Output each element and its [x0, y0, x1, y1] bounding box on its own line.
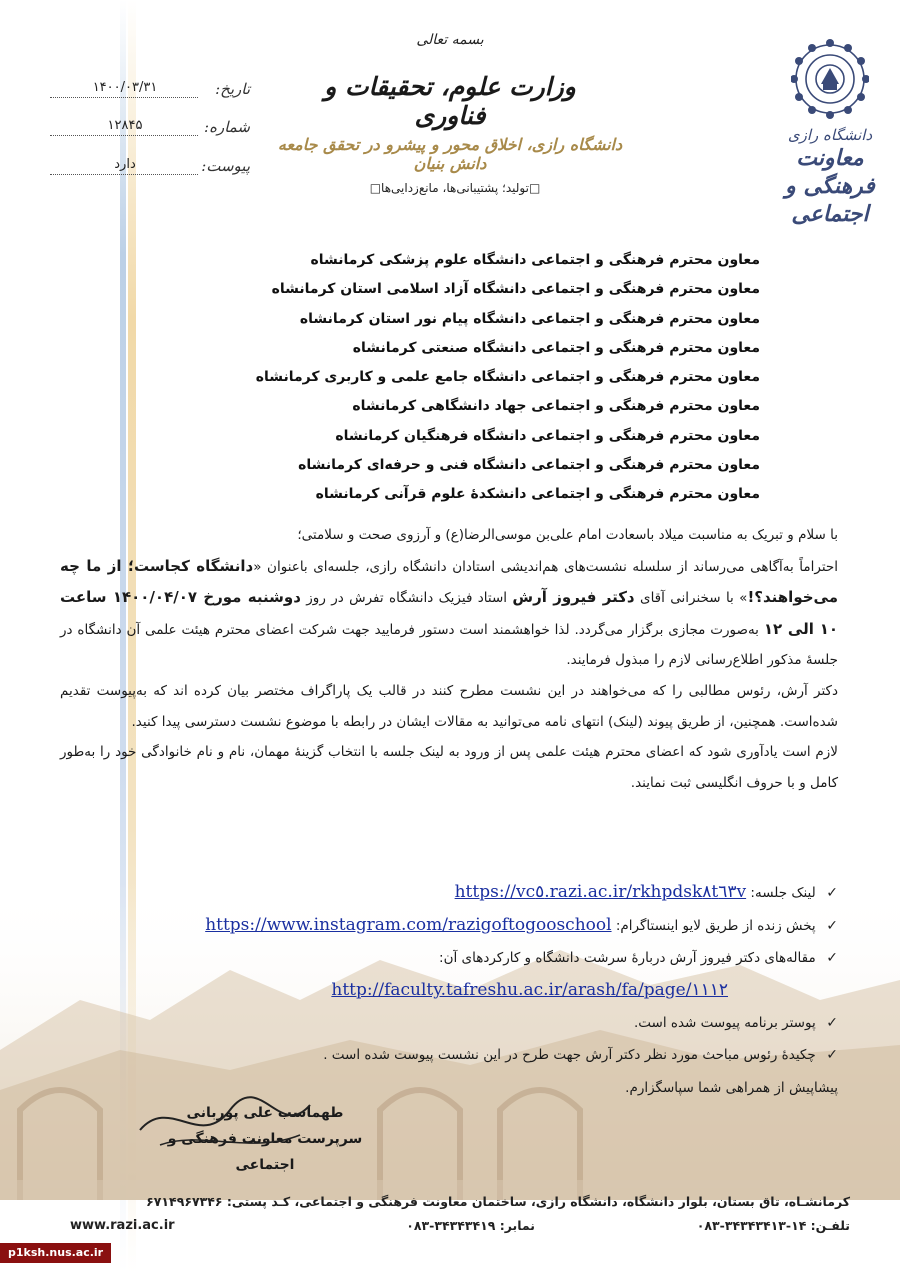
session-datetime: دوشنبه مورخ ۱۴۰۰/۰۴/۰۷ ساعت ۱۰ الی ۱۲ [60, 588, 838, 638]
checkmark-icon: ✓ [826, 1047, 838, 1063]
date-field [50, 80, 250, 100]
footer-fax: نمابر: ۳۴۳۴۳۴۱۹-۰۸۳ [406, 1218, 535, 1233]
session-title: دانشگاه کجاست؛ از ما چه می‌خواهند؟! [60, 556, 839, 607]
footer-contacts [70, 1214, 850, 1240]
ministry-title: وزارت علوم، تحقیقات و فناوری [324, 72, 576, 130]
university-motto: دانشگاه رازی، اخلاق محور و پیشرو در تحقق جامعه دانش بنیان [277, 135, 623, 173]
paragraph-guest-instructions: لازم است یادآوری شود که اعضای محترم هیئت علمی پس از ورود به لینک جلسه با انتخاب گزینهٔ مهمان، نام و نام خانوادگی خود را به‌طور کامل و با حروف انگلیسی ثبت نمایند. [60, 744, 838, 791]
date-value: ۱۴۰۰/۰۳/۳۱ [92, 80, 158, 95]
date-dotted-line [50, 97, 198, 98]
paragraph-announcement [60, 551, 838, 676]
attachment-value: دارد [114, 157, 136, 172]
bismillah: بسمه تعالی [416, 32, 484, 48]
poster-note: پوستر برنامه پیوست شده است. [633, 1015, 816, 1031]
recipient-line: معاون محترم فرهنگی و اجتماعی دانشگاه جامع علمی و کاربری کرمانشاه [255, 369, 760, 386]
year-slogan-text: تولید؛ پشتیبانی‌ها، مانع‌زدایی‌ها [381, 181, 529, 195]
summary-note: چکیدهٔ رئوس مباحث مورد نظر دکتر آرش جهت طرح در این نشست پیوست شده است . [323, 1047, 816, 1063]
recipient-line: معاون محترم فرهنگی و اجتماعی دانشگاه فرهنگیان کرمانشاه [335, 427, 760, 444]
instagram-link-item [118, 909, 838, 942]
department-name-line2: فرهنگی و اجتماعی [785, 173, 875, 227]
recipient-line: معاون محترم فرهنگی و اجتماعی دانشگاه آزاد اسلامی استان کرمانشاه [271, 281, 760, 298]
footer-address: کرمانشـاه، تاق بستان، بلوار دانشگاه، دانشگاه رازی، ساختمان معاونت فرهنگی و اجتماعی، کـد پستی: ۶۷۱۴۹۶۷۳۴۶ [146, 1194, 850, 1209]
footer-phone: تلفـن: ۱۴-۳۴۳۴۳۴۱۳-۰۸۳ [696, 1218, 850, 1233]
razi-university-emblem-icon [791, 38, 869, 120]
source-watermark-badge: p1ksh.nus.ac.ir [0, 1243, 111, 1263]
letter-footer [70, 1190, 850, 1240]
number-dotted-line [50, 135, 198, 136]
poster-item [118, 1007, 838, 1039]
checkmark-icon: ✓ [826, 885, 838, 901]
summary-item [118, 1039, 838, 1071]
attachment-label: پیوست: [201, 157, 250, 175]
attachment-field [50, 157, 250, 177]
number-label: شماره: [204, 118, 250, 136]
signature-block [150, 1100, 380, 1178]
announcement-speaker-role: استاد فیزیک دانشگاه تفرش در روز [300, 590, 513, 607]
checkmark-icon: ✓ [826, 950, 838, 966]
closing-remark: پیشاپیش از همراهی شما سپاسگزارم. [625, 1080, 838, 1096]
attachment-checklist [118, 876, 838, 1071]
recipient-line: معاون محترم فرهنگی و اجتماعی دانشگاه صنعتی کرمانشاه [352, 339, 760, 356]
number-field [50, 118, 250, 138]
meeting-link-item [118, 876, 838, 909]
university-logo-block [780, 38, 880, 228]
instagram-link-label: پخش زنده از طریق لایو اینستاگرام: [615, 918, 816, 934]
recipient-list [160, 246, 760, 510]
articles-link[interactable]: http://faculty.tafreshu.ac.ir/arash/fa/page/١١١٢ [331, 980, 728, 1000]
articles-link-row [118, 974, 838, 1007]
announcement-intro: احتراماً به‌آگاهی می‌رساند از سلسله نشست‌های هم‌اندیشی استادان دانشگاه رازی، جلسه‌ای باعنوان « [253, 558, 839, 575]
attachment-dotted-line [50, 174, 198, 175]
recipient-line: معاون محترم فرهنگی و اجتماعی جهاد دانشگاهی کرمانشاه [352, 398, 760, 415]
checkmark-icon: ✓ [826, 918, 838, 934]
recipient-line: معاون محترم فرهنگی و اجتماعی دانشکدهٔ علوم قرآنی کرمانشاه [315, 486, 760, 503]
paragraph-summary-note: دکتر آرش، رئوس مطالبی را که می‌خواهند در این نشست مطرح کنند در قالب یک پاراگراف مختصر بیان کرده اند که به‌پیوست تقدیم شده‌است. همچنین، از طریق پیوند (لینک) انتهای نامه می‌توانید به مقالات ایشان در رابطه با موضوع نشست دسترسی پیدا کنید. [60, 682, 838, 730]
announcement-request: به‌صورت مجازی برگزار می‌گردد. لذا خواهشمند است دستور فرمایید جهت شرکت اعضای محترم هیئت علمی آن دانشگاه در جلسهٔ مذکور اطلاع‌رسانی لازم را مبذول فرمایند. [60, 621, 838, 669]
checkmark-icon: ✓ [826, 1015, 838, 1031]
announcement-speaker-intro: » با سخنرانی آقای [634, 590, 748, 607]
recipient-line: معاون محترم فرهنگی و اجتماعی دانشگاه پیام نور استان کرمانشاه [299, 310, 760, 327]
recipient-line: معاون محترم فرهنگی و اجتماعی دانشگاه فنی و حرفه‌ای کرمانشاه [298, 457, 760, 474]
signatory-name: طهماسب علی پوربانی [186, 1105, 344, 1121]
signatory-title: سرپرست معاونت فرهنگی و اجتماعی [167, 1131, 363, 1173]
recipient-line: معاون محترم فرهنگی و اجتماعی دانشگاه علوم پزشکی کرمانشاه [310, 252, 760, 268]
letter-body [60, 520, 838, 798]
number-value: ۱۲۸۴۵ [107, 118, 143, 133]
greeting: با سلام و تبریک به مناسبت میلاد باسعادت امام علی‌بن موسی‌الرضا(ع) و آرزوی صحت و سلامتی؛ [297, 527, 838, 543]
instagram-link[interactable]: https://www.instagram.com/razigoftogooschool [205, 915, 612, 935]
year-slogan: □تولید؛ پشتیبانی‌ها، مانع‌زدایی‌ها□ [369, 181, 541, 195]
department-name-line1: معاونت [796, 145, 864, 171]
date-label: تاریخ: [215, 80, 250, 98]
signature-scribble-icon [130, 1090, 320, 1160]
articles-link-item [118, 942, 838, 974]
meeting-link-label: لینک جلسه: [750, 885, 816, 901]
articles-link-label: مقاله‌های دکتر فیروز آرش دربارهٔ سرشت دانشگاه و کارکردهای آن: [439, 950, 816, 966]
meeting-link[interactable]: https://vc٥.razi.ac.ir/rkhpdsk٨t٦٣v [454, 882, 747, 902]
university-name: دانشگاه رازی [787, 126, 873, 144]
speaker-name: دکتر فیروز آرش [512, 588, 635, 607]
footer-website-link[interactable]: www.razi.ac.ir [70, 1218, 175, 1233]
